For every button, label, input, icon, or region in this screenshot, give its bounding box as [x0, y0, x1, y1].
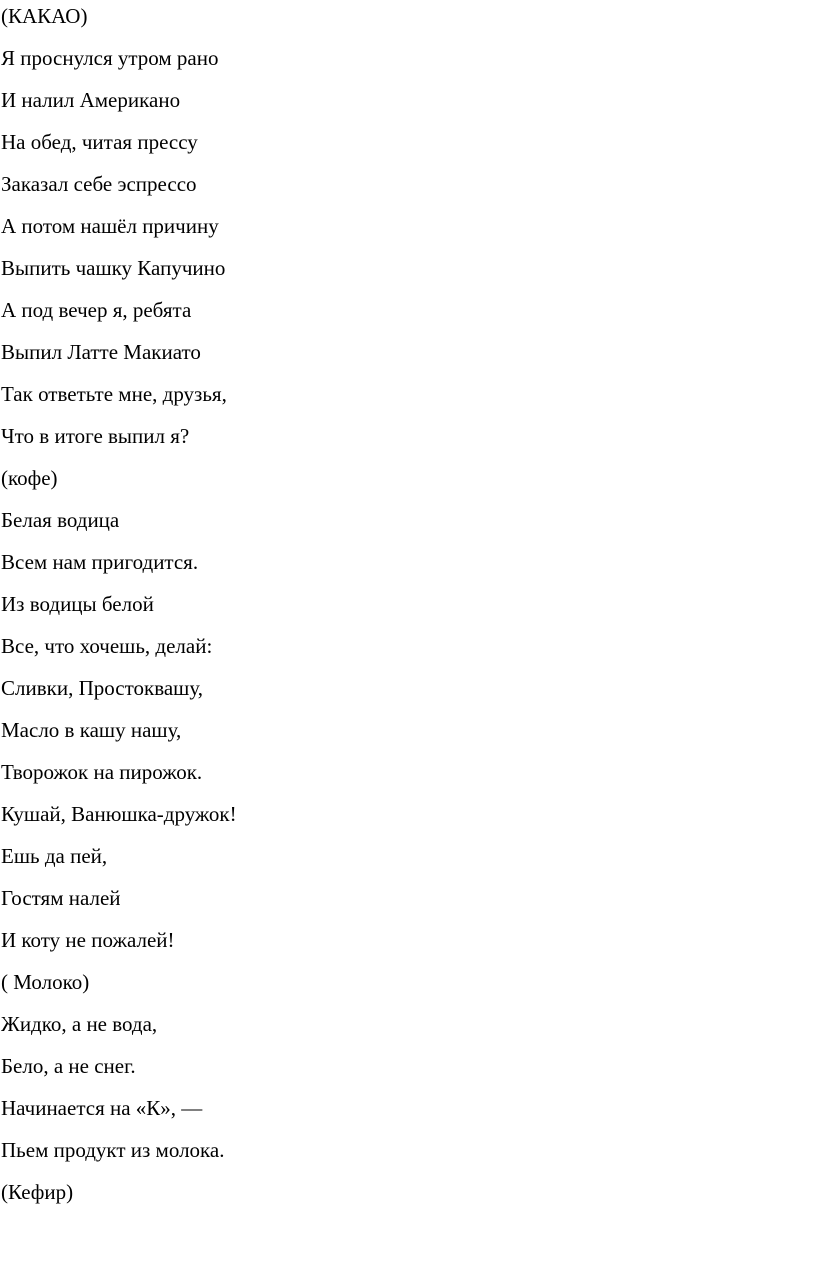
text-line: Всем нам пригодится.: [1, 550, 199, 574]
text-line: Что в итоге выпил я?: [1, 424, 190, 448]
text-line: Выпить чашку Капучино: [1, 256, 226, 280]
text-line: Бело, а не снег.: [1, 1054, 136, 1078]
text-line: (Кефир): [1, 1180, 74, 1204]
text-line: Пьем продукт из молока.: [1, 1138, 225, 1162]
text-line: Я проснулся утром рано: [1, 46, 219, 70]
text-line: Все, что хочешь, делай:: [1, 634, 213, 658]
text-line: На обед, читая прессу: [1, 130, 198, 154]
text-line: (кофе): [1, 466, 58, 490]
text-line: ( Молоко): [1, 970, 90, 994]
text-line: (КАКАО): [1, 4, 88, 28]
text-line: И налил Американо: [1, 88, 181, 112]
text-line: Заказал себе эспрессо: [1, 172, 197, 196]
text-line: Из водицы белой: [1, 592, 154, 616]
text-line: И коту не пожалей!: [1, 928, 175, 952]
text-line: Выпил Латте Макиато: [1, 340, 201, 364]
poem-text: [1, 0, 237, 1218]
text-line: Белая водица: [1, 508, 120, 532]
text-line: Сливки, Простоквашу,: [1, 676, 203, 700]
text-line: А под вечер я, ребята: [1, 298, 192, 322]
text-line: Масло в кашу нашу,: [1, 718, 182, 742]
text-line: А потом нашёл причину: [1, 214, 219, 238]
text-line: Ешь да пей,: [1, 844, 108, 868]
text-line: Начинается на «К», —: [1, 1096, 203, 1120]
text-line: Творожок на пирожок.: [1, 760, 203, 784]
text-line: Жидко, а не вода,: [1, 1012, 158, 1036]
text-line: Так ответьте мне, друзья,: [1, 382, 227, 406]
text-line: Гостям налей: [1, 886, 121, 910]
text-line: Кушай, Ванюшка-дружок!: [1, 802, 237, 826]
